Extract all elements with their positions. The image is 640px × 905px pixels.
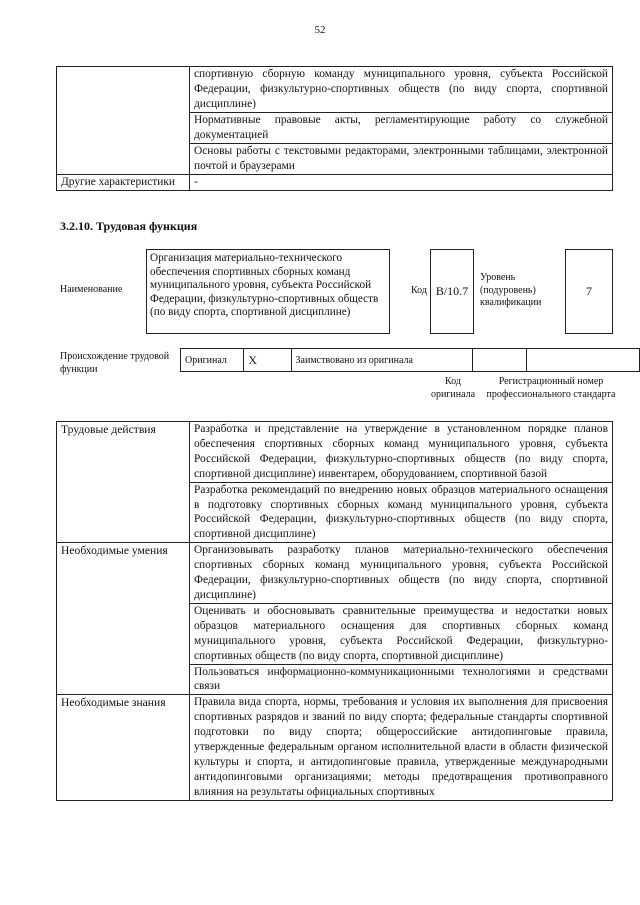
borrowed-label: Заимствовано из оригинала [291,349,473,372]
requirement-text: Нормативные правовые акты, регламентирующие работу со служебной документацией [190,113,613,144]
table-row [57,695,613,800]
labor-actions-label: Трудовые действия [57,422,190,543]
required-skills-label: Необходимые умения [57,543,190,695]
labor-action: Разработка рекомендаций по внедрению новых образцов материального оснащения в подготовку спортивных сборных команд муниципального уровня, субъекта Российской Федерации, физкультурно-спортивных обществ (по виду спорта, спортивной дисциплине) [190,482,613,543]
origin-label: Происхождение трудовой функции [60,351,170,375]
qualification-level-value: 7 [565,249,613,334]
requirement-text: спортивную сборную команду муниципального уровня, субъекта Российской Федерации, физкультурно-спортивных обществ (по виду спорта, спортивной дисциплине) [190,67,613,113]
requirement-text: Основы работы с текстовыми редакторами, электронными таблицами, электронной почтой и браузерами [190,144,613,175]
qualification-level-label: Уровень (подуровень) квалификации [480,272,542,308]
code-value: B/10.7 [430,249,474,334]
table-row [57,422,613,483]
required-skill: Организовывать разработку планов материально-технического обеспечения спортивных сборных команд муниципального уровня, субъекта Российской Федерации, физкультурно-спортивных обществ (по виду спорта, спортивной дисциплине) [190,543,613,604]
labor-action: Разработка и представление на утверждение в установленном порядке планов обеспечения спортивных сборных команд муниципального уровня, субъекта Российской Федерации, физкультурно-спортивных обществ (по виду спорта, спортивной дисциплине) инвентарем, оборудованием, спортивной базой [190,422,613,483]
required-skill: Пользоваться информационно-коммуникационными технологиями и средствами связи [190,664,613,695]
function-name-box: Организация материально-технического обеспечения спортивных сборных команд муниципального уровня, субъекта Российской Федерации, физкультурно-спортивных обществ (по виду спорта, спортивной дисциплине) [146,249,390,334]
other-characteristics-value: - [190,175,613,191]
labor-function-table [56,421,613,801]
original-code-caption: Код оригинала [430,376,476,400]
other-characteristics-label: Другие характеристики [57,175,190,191]
page-number: 52 [314,24,326,36]
section-title: 3.2.10. Трудовая функция [60,219,198,233]
required-knowledge-label: Необходимые знания [57,695,190,800]
table-row [57,543,613,604]
required-skill: Оценивать и обосновывать сравнительные преимущества и недостатки новых образцов материального оснащения для спортивных сборных команд муниципального уровня, субъекта Российской Федерации, физкультурно-спортивных обществ (по виду спорта, спортивной дисциплине) [190,603,613,664]
original-label: Оригинал [181,349,244,372]
name-label: Наименование [60,284,123,295]
code-label: Код [411,285,427,296]
required-knowledge: Правила вида спорта, нормы, требования и условия их выполнения для присвоения спортивных разрядов и званий по виду спорта; федеральные стандарты спортивной подготовки по виду спорта; общероссийские антидопинговые правила, утвержденные федеральным органом исполнительной власти в области физической культуры и спорта, и антидопинговые правила, утвержденные международными антидопинговыми организациями; методы предотвращения противоправного влияния на результаты официальных спортивных [190,695,613,800]
registration-number-caption: Регистрационный номер профессионального стандарта [486,376,616,400]
original-mark: X [244,349,291,372]
